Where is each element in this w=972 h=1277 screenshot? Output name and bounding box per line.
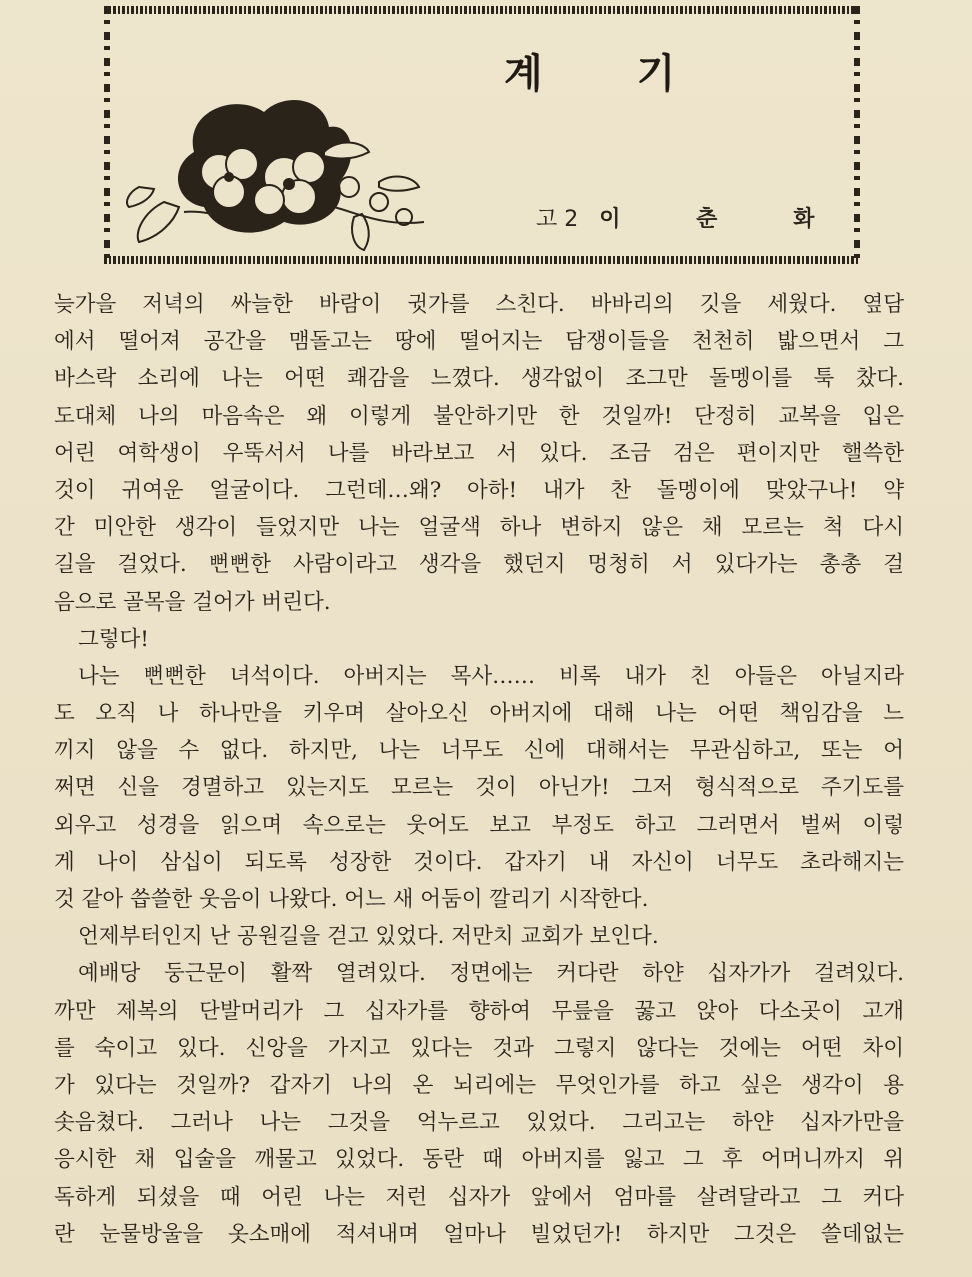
body-line-16: 게 나이 삼십이 되도록 성장한 것이다. 갑자기 내 자신이 너무도 초라해지는 (54, 849, 904, 875)
body-line-25: 독하게 되셨을 때 어린 나는 저런 십자가 앞에서 엄마를 살려달라고 그 커다 (54, 1184, 904, 1210)
body-line-13: 끼지 않을 수 없다. 하지만, 나는 너무도 신에 대해서는 무관심하고, 또는 어 (54, 738, 904, 764)
body-line-23: 솟음쳤다. 그러나 나는 그것을 억누르고 있었다. 그리고는 하얀 십자가만을 (54, 1110, 904, 1136)
body-line-19: 예배당 둥근문이 활짝 열려있다. 정면에는 커다란 하얀 십자가가 걸려있다. (78, 961, 904, 987)
body-line-9: 음으로 골목을 걸어가 버린다. (54, 589, 331, 615)
body-line-24: 응시한 채 입술을 깨물고 있었다. 동란 때 아버지를 잃고 그 후 어머니까지 위 (54, 1147, 904, 1173)
flower-illustration-icon (124, 92, 434, 252)
body-line-22: 가 있다는 것일까? 갑자기 나의 온 뇌리에는 무엇인가를 하고 싶은 생각이 용 (54, 1072, 904, 1098)
article-body (54, 286, 904, 1253)
header-border-top (104, 6, 860, 14)
body-line-7: 간 미안한 생각이 들었지만 나는 얼굴색 하나 변하지 않은 채 모르는 척 다시 (54, 515, 904, 541)
body-line-10: 그렇다! (78, 626, 149, 652)
body-line-4: 도대체 나의 마음속은 왜 이렇게 불안하기만 한 것일까! 단정히 교복을 입은 (54, 403, 904, 429)
header-border-left (104, 6, 110, 264)
body-line-3: 바스락 소리에 나는 어떤 쾌감을 느꼈다. 생각없이 조그만 돌멩이를 툭 찼다. (54, 366, 904, 392)
body-line-21: 를 숙이고 있다. 신앙을 가지고 있다는 것과 그렇지 않다는 것에는 어떤 차이 (54, 1035, 904, 1061)
article-title: 계 기 (504, 51, 716, 97)
body-line-15: 외우고 성경을 읽으며 속으로는 웃어도 보고 부정도 하고 그러면서 벌써 이렇 (54, 812, 904, 838)
author-name: 이 춘 화 (599, 207, 849, 232)
body-line-1: 늦가을 저녁의 싸늘한 바람이 귓가를 스친다. 바바리의 깃을 세웠다. 옆담 (54, 292, 904, 317)
body-line-17: 것 같아 씁쓸한 웃음이 나왔다. 어느 새 어둠이 깔리기 시작한다. (54, 887, 649, 912)
body-line-5: 어린 여학생이 우뚝서서 나를 바라보고 서 있다. 조금 검은 편이지만 핼쓱한 (54, 440, 904, 466)
body-line-11: 나는 뻔뻔한 녀석이다. 아버지는 목사…… 비록 내가 친 아들은 아닐지라 (78, 663, 904, 689)
body-line-14: 쩌면 신을 경멸하고 있는지도 모르는 것이 아닌가! 그저 형식적으로 주기도를 (54, 775, 904, 801)
author-grade: 고 2 (536, 207, 579, 232)
body-line-2: 에서 떨어져 공간을 맴돌고는 땅에 떨어지는 담쟁이들을 천천히 밟으면서 그 (54, 329, 904, 355)
body-line-20: 까만 제복의 단발머리가 그 십자가를 향하여 무릎을 꿇고 앉아 다소곳이 고개 (54, 998, 904, 1024)
header-border-right (854, 6, 860, 264)
body-line-8: 길을 걸었다. 뻔뻔한 사람이라고 생각을 했던지 멍청히 서 있다가는 총총 걸 (54, 552, 904, 578)
body-line-18: 언제부터인지 난 공원길을 걷고 있었다. 저만치 교회가 보인다. (78, 924, 659, 950)
body-line-6: 것이 귀여운 얼굴이다. 그런데…왜? 아하! 내가 찬 돌멩이에 맞았구나! 약 (54, 477, 904, 503)
header-box (104, 6, 860, 264)
body-line-12: 도 오직 나 하나만을 키우며 살아오신 아버지에 대해 나는 어떤 책임감을 느 (54, 701, 904, 727)
author-line (536, 202, 848, 233)
header-border-bottom (104, 256, 860, 264)
body-line-26: 란 눈물방울을 옷소매에 적셔내며 얼마나 빌었던가! 하지만 그것은 쓸데없는 (54, 1221, 904, 1247)
